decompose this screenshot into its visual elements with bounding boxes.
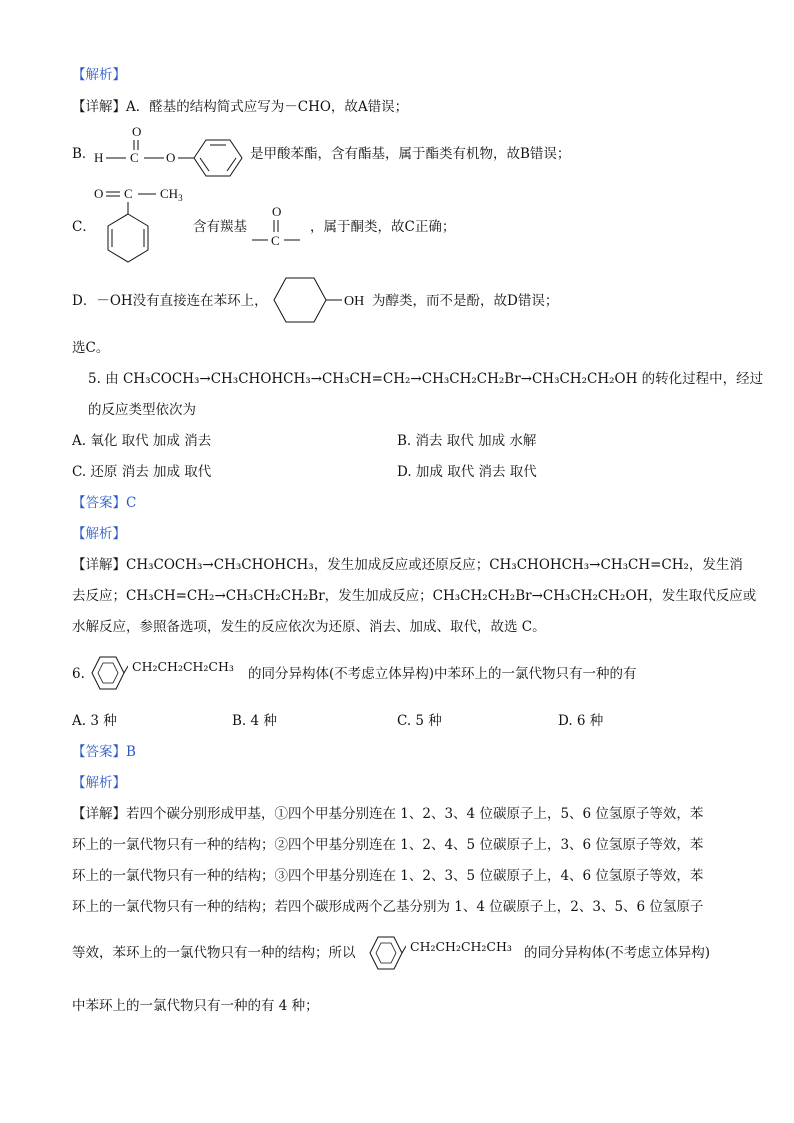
svg-text:C: C <box>271 233 280 248</box>
detail-a: 【详解】A．醛基的结构简式应写为－CHO，故A错误； <box>72 99 409 115</box>
q6-stem: 的同分异构体(不考虑立体异构)中苯环上的一氯代物只有一种的有 <box>248 666 637 682</box>
q6-detail-line5b: 的同分异构体(不考虑立体异构) <box>524 945 711 961</box>
q6-number: 6. <box>72 666 85 682</box>
q6-option-b: B. 4 种 <box>232 713 277 729</box>
q6-detail-line2: 环上的一氯代物只有一种的结构；②四个甲基分别连在 1、2、4、5 位碳原子上，3、6 位氢原子等效，苯 <box>72 837 704 853</box>
option-c-label: C． <box>72 219 96 235</box>
benzene-ring-icon-2 <box>366 932 406 974</box>
svg-text:C: C <box>124 186 133 201</box>
svg-text:O: O <box>166 150 176 165</box>
analysis-heading: 【解析】 <box>72 67 126 83</box>
option-b-label: B． <box>72 146 96 162</box>
svg-text:O: O <box>132 124 142 139</box>
q5-option-c: C. 还原 消去 加成 取代 <box>72 464 212 480</box>
option-b-text: 是甲酸苯酯，含有酯基，属于酯类有机物，故B错误； <box>250 146 571 162</box>
phenyl-formate-structure <box>90 120 250 180</box>
q5-stem-line2: 的反应类型依次为 <box>88 402 196 418</box>
svg-text:O: O <box>94 186 104 201</box>
q6-detail-line1: 【详解】若四个碳分别形成甲基，①四个甲基分别连在 1、2、3、4 位碳原子上，5、6 位氢原子等效，苯 <box>72 806 704 822</box>
q5-answer: 【答案】C <box>72 495 137 511</box>
q6-detail-line5a: 等效，苯环上的一氯代物只有一种的结构；所以 <box>72 945 356 961</box>
option-c-text2: ，属于酮类，故C正确； <box>310 219 456 235</box>
q6-detail-line3: 环上的一氯代物只有一种的结构；③四个甲基分别连在 1、2、3、5 位碳原子上，4、6 位氢原子等效，苯 <box>72 868 704 884</box>
acetophenone-structure <box>90 180 200 275</box>
q6-answer: 【答案】B <box>72 744 136 760</box>
option-c-text1: 含有羰基 <box>193 219 247 235</box>
q6-detail-line4: 环上的一氯代物只有一种的结构；若四个碳形成两个乙基分别为 1、4 位碳原子上，2、3、5、6 位氢原子 <box>72 899 704 915</box>
q6-butyl-chain-2: CH₂CH₂CH₂CH₃ <box>410 939 512 954</box>
q6-butyl-chain: CH₂CH₂CH₂CH₃ <box>132 659 234 674</box>
q6-analysis-heading: 【解析】 <box>72 775 126 791</box>
svg-text:CH3: $CH_3$ <box>160 186 183 203</box>
q6-option-d: D. 6 种 <box>558 713 604 729</box>
q5-stem-line1: 5. 由 CH₃COCH₃→CH₃CHOHCH₃→CH₃CH=CH₂→CH₃CH₂CH₂Br→CH₃CH₂CH₂OH 的转化过程中，经过 <box>88 371 764 387</box>
q5-analysis-heading: 【解析】 <box>72 526 126 542</box>
q6-option-c: C. 5 种 <box>397 713 442 729</box>
svg-text:OH: OH <box>344 294 365 309</box>
svg-text:C: C <box>130 150 139 165</box>
q6-detail-line6: 中苯环上的一氯代物只有一种的有 4 种； <box>72 998 319 1014</box>
q6-option-a: A. 3 种 <box>72 713 117 729</box>
choose-c: 选C。 <box>72 340 110 356</box>
q5-detail-line3: 水解反应，参照备选项，发生的反应依次为还原、消去、加成、取代，故选 C。 <box>72 619 546 635</box>
svg-text:H: H <box>94 150 104 165</box>
svg-text:O: O <box>272 204 282 219</box>
option-d-text: 为醇类，而不是酚，故D错误； <box>372 293 559 309</box>
q5-detail-line2: 去反应；CH₃CH=CH₂→CH₃CH₂CH₂Br，发生加成反应；CH₃CH₂CH₂Br→CH₃CH₂CH₂OH，发生取代反应或 <box>72 588 757 604</box>
carbonyl-group-structure <box>250 200 310 250</box>
option-d-label: D．－OH没有直接连在苯环上， <box>72 293 268 309</box>
benzene-ring-icon <box>88 652 128 694</box>
q5-option-a: A. 氧化 取代 加成 消去 <box>72 433 212 449</box>
q5-detail-line1: 【详解】CH₃COCH₃→CH₃CHOHCH₃，发生加成反应或还原反应；CH₃CHOHCH₃→CH₃CH=CH₂，发生消 <box>72 557 743 573</box>
q5-option-d: D. 加成 取代 消去 取代 <box>397 464 537 480</box>
cyclohexanol-structure <box>270 272 370 328</box>
q5-option-b: B. 消去 取代 加成 水解 <box>397 433 537 449</box>
